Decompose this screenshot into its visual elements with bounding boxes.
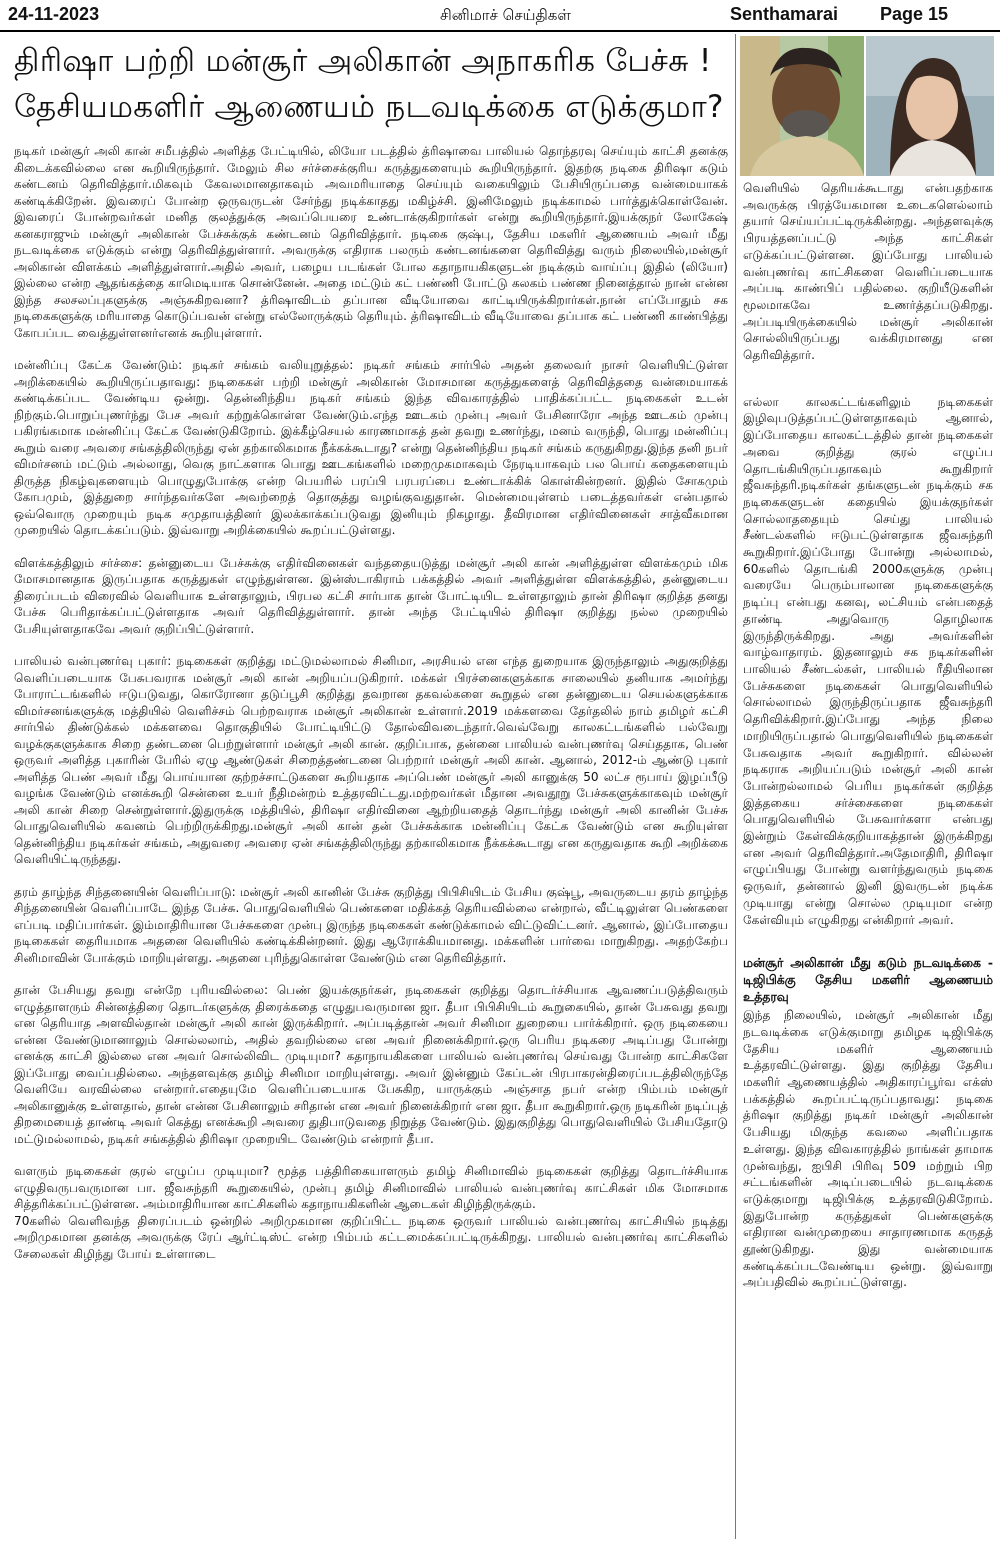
article-paragraph: மன்னிப்பு கேட்க வேண்டும்: நடிகர் சங்கம் வலியுறுத்தல்: நடிகர் சங்கம் சார்பில் அதன் தலைவர் நாசர் வெளியிட்டுள்ள அறிக்கையில் கூறியிருப்பதாவது: நடிகைகள் பற்றி மன்சூர் அலிகான் மோசமான கருத்துகளைத் தெரிவித்ததை வன்மையாகக் கண்டிக்கப்பட வேண்டிய ஒன்று. தென்னிந்திய நடிகர் சங்கம் இந்த விவகாரத்தில் பாதிக்கப்பட்ட நடிகைகள் உடன் நிற்கும்.பொறுப்புணர்ந்து பேச அவர் கற்றுக்கொள்ள வேண்டும்.எந்த ஊடகம் முன்பு அவர் பேசினாரோ அந்த ஊடகம் முன்பு பகிரங்கமாக மன்னிப்பு கேட்க வேண்டுகிறோம். இக்கீழ்செயல் காரணமாகத் தன் தவறு உணர்ந்து, மனம் வருந்தி, பொது மன்னிப்பு கூறும் வரை அவரை சங்கத்திலிருந்து ஏன் தற்காலிகமாக நீக்கக்கூடாது? என்று தென்னிந்திய நடிகர் சங்கம் கருதுகிறது.இந்த தனி நபர் விமர்சனம் மட்டும் அல்லாது, வெகு நாட்களாக பொது ஊடகங்களில் மறைமுகமாகவும் நேரடியாகவும் பல பொய் கதைகளையும் திருத்த நிகழ்வுகளையும் பொழுதுபோக்கு என்ற பெயரில் பரப்பி பரபரப்பை உண்டாக்கிக் கொள்கின்றனர். இதில் சோகமும் கோபமும், இத்துறை சார்ந்தவர்களே அவற்றைத் தொகுத்து வழங்குவதுதான். மென்மையுள்ளம் படைத்தவர்கள் என்பதால் ஒவ்வொரு முறையும் நடிக சமுதாயத்தினர் இலக்காக்கப்படுவது இனியும் நிகழாது. தீவிரமான எதிர்வினைகள் சாத்வீகமான முறையில் தொடக்கப்படும். இவ்வாறு அறிக்கையில் கூறப்பட்டுள்ளது.	[14, 358, 728, 537]
article-photo	[740, 36, 994, 176]
trisha-photo	[866, 36, 994, 176]
headline-line-2: தேசியமகளிர் ஆணையம் நடவடிக்கை எடுக்குமா?	[14, 89, 724, 125]
article-headline	[14, 38, 739, 130]
column-divider	[735, 34, 736, 1539]
main-article-column	[14, 143, 728, 1543]
article-paragraph: விளக்கத்திலும் சர்ச்சை: தன்னுடைய பேச்சுக்கு எதிர்வினைகள் வந்ததையடுத்து மன்சூர் அலி கான் அளித்துள்ள விளக்கமும் மிக மோசமானதாக இருப்பதாக கருத்துகள் எழுந்துள்ளன. இன்ஸ்டாகிராம் பக்கத்தில் அவர் அளித்துள்ள விளக்கத்தில், தன்னுடைய திரைப்படம் விரைவில் வெளியாக உள்ளதாலும், பிரபல கட்சி சார்பாக தான் போட்டியிட உள்ளதாலும் தான் திரிஷா குறித்த தனது பேச்சு பெரிதாக்கப்பட்டுள்ளதாக அவர் தெரிவித்துள்ளார். தான் அந்த பேட்டியில் திரிஷா குறித்து நல்ல முறையில் பேசியுள்ளதாகவே அவர் குறிப்பிட்டுள்ளார்.	[14, 555, 728, 636]
article-paragraph: 70களில் வெளிவந்த திரைப்படம் ஒன்றில் அறிமுகமான குறிப்பிட்ட நடிகை ஒருவர் பாலியல் வன்புணர்வு காட்சியில் நடித்து அறிமுகமான தனக்கு அவருக்கு ரேப் ஆர்ட்டிஸ்ட் என்ற பிம்பம் கட்டமைக்கப்பட்டிருக்கிறது. பாலியல் வன்புணர்வு காட்சிகளில் சேலைகள் கிழிந்து போய் உள்ளாடை	[14, 1213, 728, 1261]
page-header	[0, 0, 1000, 32]
article-paragraph: பாலியல் வன்புணர்வு புகார்: நடிகைகள் குறித்து மட்டுமல்லாமல் சினிமா, அரசியல் என எந்த துறையாக இருந்தாலும் அதுகுறித்து வெளிப்படையாக பேசுபவராக மன்சூர் அலி கான் அறியப்படுகிறார். மக்கள் பிரச்னைகளுக்காக சாலையில் தனியாக அமர்ந்து போராட்டங்களில் ஈடுபடுவது, கொரோனா தடுப்பூசி குறித்து தவறான தகவல்களை கூறுதல் என தன்னுடைய செயல்களுக்காக விமர்சனங்களுக்கு மத்தியில் வெளிச்சம் பெற்றவராக மன்சூர் அலிகான் உள்ளார்.2019 மக்களவை தேர்தலில் நாம் தமிழர் கட்சி சார்பில் திண்டுக்கல் மக்களவை தொகுதியில் போட்டியிட்டு தோல்விவடைந்தார்.வெவ்வேறு காலகட்டங்களில் பல்வேறு வழக்குகளுக்காக சிறை தண்டனை பெற்றுள்ளார் மன்சூர் அலி கான். குறிப்பாக, தன்னை பாலியல் வன்புணர்வு செய்ததாக, பெண் ஒருவர் அளித்த புகாரின் பேரில் ஏழு ஆண்டுகள் சிறைத்தண்டனை பெற்றார் மன்சூர் அலி கான். ஆனால், 2012-ம் ஆண்டு புகார் அளித்த பெண் அவர் மீது பொய்யான குற்றச்சாட்டுகளை கூறியதாக அப்பெண் மன்சூர் அலி கானுக்கு 50 லட்ச ரூபாய் இழப்பீடு வழங்க வேண்டும் எனக்கூறி சென்னை உயர் நீதிமன்றம் உத்தரவிட்டது.மற்றவர்கள் மீதான அவதூறு பேச்சுகளுக்காகவும் மன்சூர் அலி கான் சிறை சென்றுள்ளார்.இதுருக்கு மத்தியில், திரிஷா எதிர்வினை ஆற்றியதைத் தொடர்ந்து மன்சூர் அலி கானின் பேச்சு பொதுவெளியில் கவனம் பெற்றிருக்கிறது.மன்சூர் அலி கான் தன் பேச்சுக்காக மன்னிப்பு கேட்க வேண்டும் என கூறியுள்ள தென்னிந்திய நடிகர்கள் சங்கம், அதுவரை அவரை ஏன் சங்கத்திலிருந்து தற்காலிகமாக நீக்கக்கூடாது என கருதுவதாக கூறி அறிக்கை வெளியிட்டிருந்தது.	[14, 654, 728, 866]
side-paragraph: வெளியில் தெரியக்கூடாது என்பதற்காக அவருக்கு பிரத்யேகமான உடைகளெல்லாம் தயார் செய்யப்பட்டிருக்கின்றது. அந்தளவுக்கு பிரயத்தனப்பட்டு அந்த காட்சிகள் எடுக்கப்பட்டுள்ளன. இப்போது பாலியல் வன்புணர்வு காட்சிகளை வெளிப்படையாக அப்படி காண்பிப் பதில்லை. குறியீடுகளின் மூலமாகவே உணர்த்தப்படுகிறது. அப்படியிருக்கையில் மன்சூர் அலிகான் சொல்லியிருப்பது வக்கிரமானது என தெரிவித்தார்.	[743, 181, 993, 363]
side-paragraph: எல்லா காலகட்டங்களிலும் நடிகைகள் இழிவுபடுத்தப்பட்டுள்ளதாகவும் ஆனால், இப்போதைய காலகட்டத்தில் தான் நடிகைகள் அவை குறித்து குரல் எழுப்ப தொடங்கியிருப்பதாகவும் கூறுகிறார் ஜீவசுந்தரி.நடிகர்கள் தங்களுடன் நடிக்கும் சக நடிகைகளுடன் கதையில் இயக்குநர்கள் சொல்லாததையும் செய்து பாலியல் சீண்டல்களில் ஈடுபட்டுள்ளதாக ஜீவசுந்தரி கூறுகிறார்.இப்போது போன்று அல்லாமல், 60களில் தொடங்கி 2000களுக்கு முன்பு வரையே பெரும்பாலான நடிகைகளுக்கு நடிப்பு என்பது கனவு, லட்சியம் என்பதைத் தாண்டி அதுவொரு தொழிலாக இருந்திருக்கிறது. அது அவர்களின் வாழ்வாதாரம். இதனாலும் சக நடிகர்களின் பாலியல் சீண்டல்கள், பாலியல் ரீதியிலான பேச்சுகளை நடிகைகள் பொதுவெளியில் சொல்லாமல் இருந்திருப்பதாக ஜீவசுந்தரி தெரிவிக்கிறார்.இப்போது அந்த நிலை மாறியிருப்பதால் பொதுவெளியில் நடிகைகள் பேசுவதாக அவர் கூறுகிறார். வில்லன் நடிகராக அறியப்படும் மன்சூர் அலி கான் போன்றல்லாமல் பெரிய நடிகர்கள் குறித்த இத்தகைய சர்ச்சைகளை நடிகைகள் பொதுவெளியில் பேசுவார்களா என்பது இன்றும் கேள்விக்குறியாகத்தான் இருக்கிறது என அவர் தெரிவித்தார்.அதேமாதிரி, திரிஷா எழுப்பியது போன்று வளர்ந்துவரும் நடிகை ஒருவர், தன்னால் இனி இவருடன் நடிக்க முடியாது என்று சொல்ல முடியுமா என்ற கேள்வியும் எழுகிறது என்கிறார் அவர்.	[743, 394, 993, 927]
issue-date: 24-11-2023	[8, 4, 100, 24]
section-title: சினிமாச் செய்திகள்	[440, 6, 571, 24]
article-paragraph: தான் பேசியது தவறு என்றே புரியவில்லை: பெண் இயக்குநர்கள், நடிகைகள் குறித்து தொடர்ச்சியாக ஆவணப்படுத்திவரும் எழுத்தாளரும் சின்னத்திரை தொடர்களுக்கு திரைக்கதை எழுதுபவருமான ஜா. தீபா பிபிசியிடம் கூறுகையில், தான் பேசுவது தவறு என தெரியாத அளவில்தான் மன்சூர் அலி கான் இருக்கிறார். அப்படித்தான் அவர் சினிமா துறையை பார்க்கிறார். ஒரு நடிகையை என்ன வேண்டுமானாலும் சொல்லலாம், அதில் தவறில்லை என அவர் நினைக்கிறார்.ஒரு பெரிய நடிகரை அடிப்பது போன்று எனக்கு காட்சி இல்லை என அவர் சொல்லிவிட முடியுமா? கதாநாயகிகளை பாலியல் வன்புணர்வு செய்வது போன்ற காட்சிகளே இப்போது வைப்பதில்லை. அந்தளவுக்கு தமிழ் சினிமா மாறியுள்ளது. அவர் இன்னும் கேப்டன் பிரபாகரன்திரைப்படத்திலிருந்தே வெளியே வரவில்லை என்றார்.எதையுமே வெளிப்படையாக பேசுகிற, யாருக்கும் அஞ்சாத நபர் என்ற பிம்பம் மன்சூர் அலிகானுக்கு உள்ளதால், தான் என்ன பேசினாலும் சரிதான் என அவர் நினைக்கிறார் என ஜா. தீபா கூறுகிறார்.ஒரு நடிகரின் நடிப்புத் திறமையைத் தாண்டி அவர் கெத்து எனக்கூறி அவரை துதிபாடுவதை நிறுத்த வேண்டும். இதுகுறித்து பொதுவெளியில் பேசியதோடு மட்டுமல்லாமல், நடிகர் சங்கத்தில் திரிஷா முறையிட வேண்டும் என்றார் தீபா.	[14, 983, 728, 1146]
side-subheading: மன்சூர் அலிகான் மீது கடும் நடவடிக்கை - டிஜிபிக்கு தேசிய மகளிர் ஆணையம் உத்தரவு	[743, 955, 993, 1005]
page-number: Page 15	[880, 4, 949, 24]
article-paragraph: வளரும் நடிகைகள் குரல் எழுப்ப முடியுமா? மூத்த பத்திரிகையாளரும் தமிழ் சினிமாவில் நடிகைகள் குறித்து தொடர்ச்சியாக எழுதிவருபவருமான பா. ஜீவசுந்தரி கூறுகையில், முன்பு தமிழ் சினிமாவில் பாலியல் வன்புணர்வு காட்சிகள் மிக மோசமாக சித்தரிக்கப்பட்டுள்ளன. அம்மாதிரியான காட்சிகளில் கதாநாயகிகளின் ஆடைகள் கிழிந்திருக்கும்.	[14, 1164, 728, 1211]
article-paragraph: நடிகர் மன்சூர் அலி கான் சமீபத்தில் அளித்த பேட்டியில், லியோ படத்தில் த்ரிஷாவை பாலியல் தொந்தரவு செய்யும் காட்சி தனக்கு கிடைக்கவில்லை என கூறியிருந்தார். மேலும் சில சர்ச்சைக்குரிய கருத்துகளையும் கூறியிருந்தார். இதற்கு நடிகை திரிஷா கடும் கண்டனம் தெரிவித்தார்.மிகவும் கேவலமானதாகவும் அவமரியாதை செய்யும் வகையிலும் பேசியிருப்பதை வன்மையாகக் கண்டிக்கிறேன். இவரைப் போன்ற ஒருவருடன் சேர்ந்து நடிக்காதது மகிழ்ச்சி. இனிமேலும் நடிக்காமல் பார்த்துக்கொள்வேன். இவரைப் போன்றவர்கள் மனித குலத்துக்கு அவப்பெயரை உண்டாக்குகிறார்கள் என்று கூறியிருந்தார்.இயக்குநர் லோகேஷ் கனகராஜும் மன்சூர் அலிகான் பேச்சுக்குக் கண்டனம் தெரிவித்தார். நடிகை குஷ்பு, தேசிய மகளிர் ஆணையம் அவர் மீது நடவடிக்கை எடுக்கும் என்று தெரிவித்துள்ளார். அவருக்கு எதிராக பலரும் கண்டனங்களை தெரிவித்து வரும் நிலையில்,மன்சூர் அலிகான் விளக்கம் அளித்துள்ளார்.அதில் அவர், பழைய படங்கள் போல கதாநாயகிகளுடன் நடிக்கும் வாய்ப்பு இதில் (லியோ) இல்லை என்ற ஆதங்கத்தை காமெடியாக சொன்னேன். அதை மட்டும் கட் பண்ணி போட்டு கலகம் பண்ண நினைத்தால் நான் என்ன இந்த சலசலப்புகளுக்கு அஞ்சுகிறவனா? த்ரிஷாவிடம் தப்பான வீடியோவை காட்டியிருக்கிறார்கள்.நான் எப்போதும் சக நடிகைகளுக்கு மரியாதை கொடுப்பவன் என்று எல்லோருக்கும் தெரியும். த்ரிஷாவிடம் வீடியோவை தப்பாக கட் பண்ணி காண்பித்து கோபப்பட வைத்துள்ளனர்எனக் கூறியுள்ளார்.	[14, 144, 728, 340]
article-paragraph: தரம் தாழ்ந்த சிந்தனையின் வெளிப்பாடு: மன்சூர் அலி கானின் பேச்சு குறித்து பிபிசியிடம் பேசிய குஷ்பூ, அவருடைய தரம் தாழ்ந்த சிந்தனையின் வெளிப்பாடே இந்த பேச்சு. பொதுவெளியில் பெண்களை மதிக்கத் தெரியவில்லை என்றால், வீட்டிலுள்ள பெண்களை எப்படி மதிப்பார்கள். இம்மாதிரியான பேச்சுகளை முன்பு இருந்த நடிகைகள் கண்டுக்காமல் விட்டுவிட்டனர். ஆனால், இப்போதைய நடிகைகள் தைரியமாக அதனை வெளியில் கண்டிக்கின்றனர். இது ஆரோக்கியமானது. மக்களின் பார்வை மாறுகிறது. அதற்கேற்ப சினிமாவின் போக்கும் மாறியுள்ளது. அதனை புரிந்துகொள்ள வேண்டும் என தெரிவித்தார்.	[14, 884, 728, 965]
newspaper-name: Senthamarai	[730, 4, 839, 24]
mansoor-ali-khan-photo	[740, 36, 864, 176]
headline-line-1: திரிஷா பற்றி மன்சூர் அலிகான் அநாகரிக பேச்சு !	[14, 43, 712, 79]
paragraph-spacer	[743, 364, 993, 394]
side-paragraph: இந்த நிலையில், மன்சூர் அலிகான் மீது நடவடிக்கை எடுக்குமாறு தமிழக டிஜிபிக்கு தேசிய மகளிர் ஆணையம் உத்தரவிட்டுள்ளது. இது குறித்து தேசிய மகளிர் ஆணையத்தில் அதிகாரப்பூர்வ எக்ஸ் பக்கத்தில் கூறப்பட்டிருப்பதாவது: நடிகை த்ரிஷா குறித்து நடிகர் மன்சூர் அலிகான் பேசியது மிகுந்த கவலை அளிப்பதாக உள்ளது. இந்த விவகாரத்தில் நாங்கள் தாமாக முன்வந்து, ஐபிசி பிரிவு 509 மற்றும் பிற சட்டங்களின் அடிப்படையில் நடவடிக்கை எடுக்குமாறு டிஜிபிக்கு உத்தரவிடுகிறோம். இதுபோன்ற கருத்துகள் பெண்களுக்கு எதிரான வன்முறையை சாதாரணமாக கருதத் தூண்டுகிறது. இது வன்மையாக கண்டிக்கப்படவேண்டிய ஒன்று. இவ்வாறு அப்பதிவில் கூறப்பட்டுள்ளது.	[743, 1008, 993, 1290]
side-column	[743, 180, 993, 1542]
